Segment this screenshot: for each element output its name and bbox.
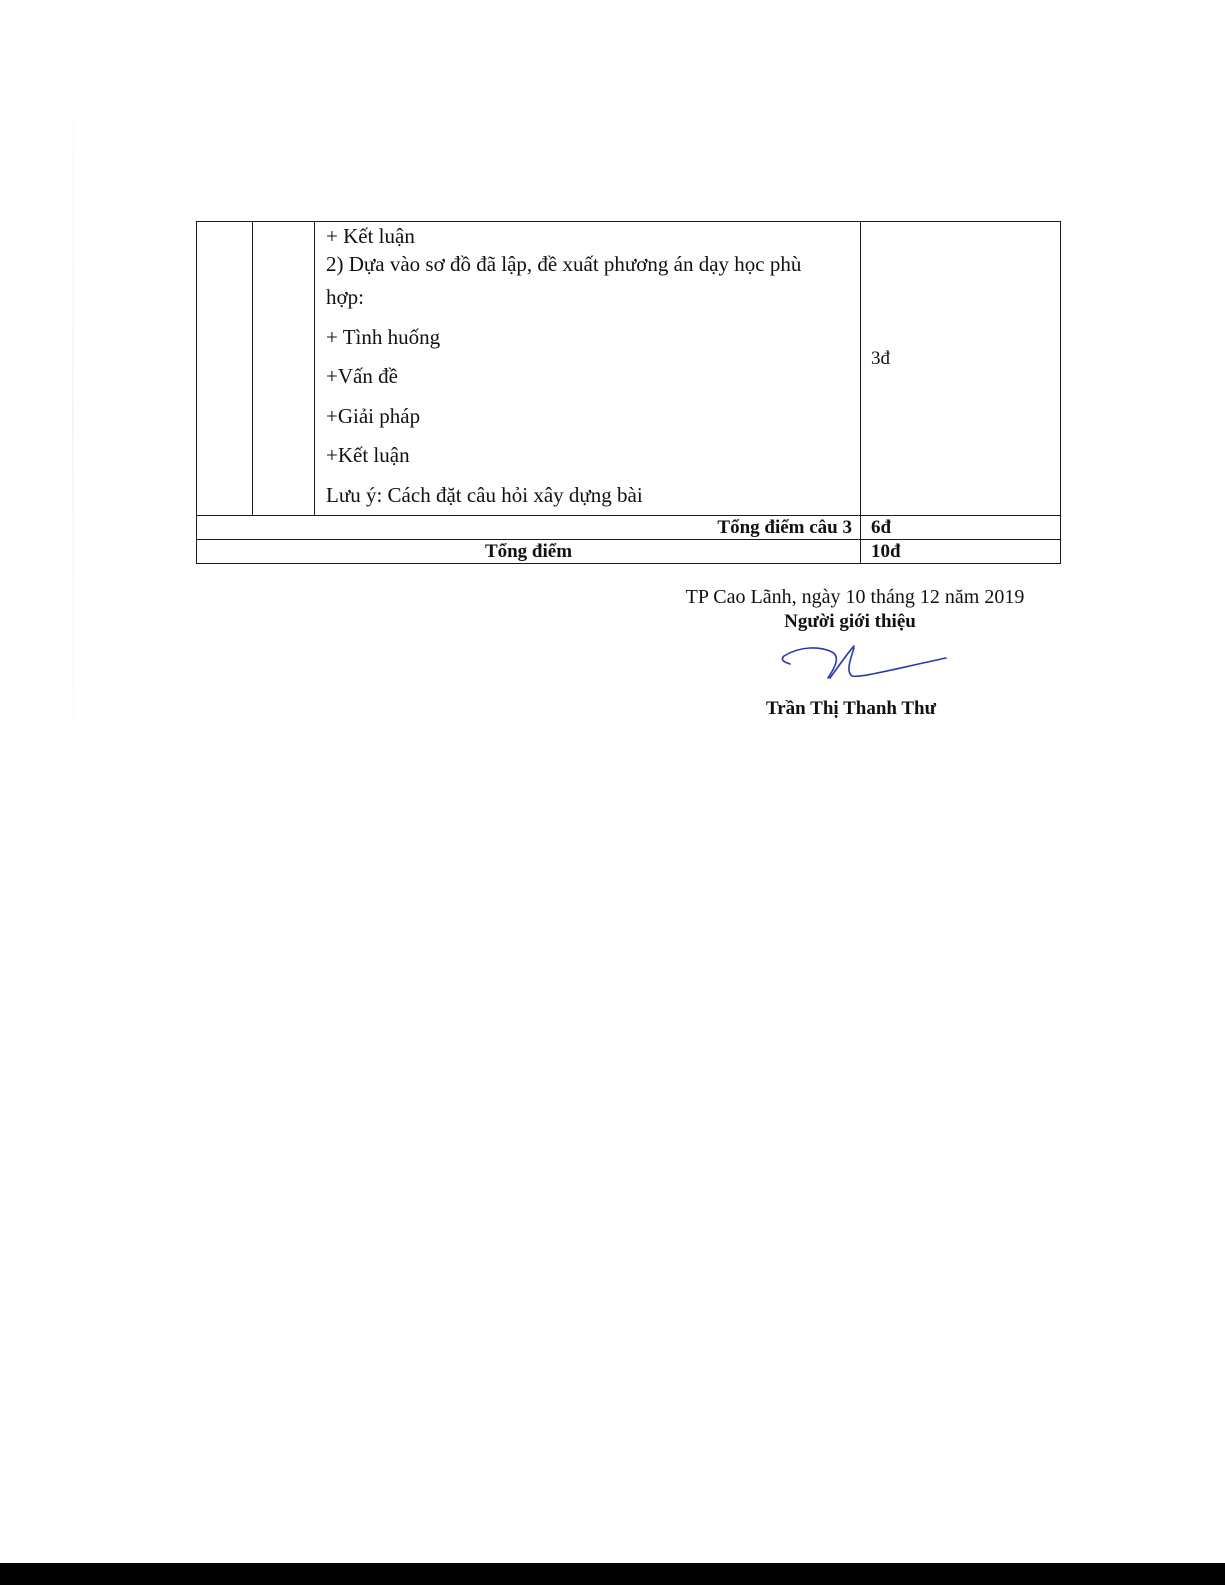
bottom-scan-border — [0, 1563, 1225, 1585]
content-line: hợp: — [326, 285, 364, 309]
content-line: +Giải pháp — [326, 403, 421, 428]
content-cell — [315, 222, 861, 516]
content-line: +Vấn đề — [326, 364, 398, 388]
total-label: Tổng điểm — [197, 540, 861, 564]
signature-stroke — [782, 646, 946, 678]
subtotal-label: Tổng điểm câu 3 — [197, 516, 861, 540]
table-row-total — [197, 540, 1061, 564]
scan-edge-shadow — [72, 60, 74, 780]
table-row-content — [197, 222, 1061, 516]
item-score: 3đ — [861, 222, 1061, 516]
content-line: 2) Dựa vào sơ đồ đã lập, đề xuất phương án dạy học phù — [326, 252, 802, 276]
signature-block — [660, 584, 1030, 720]
signer-name: Trần Thị Thanh Thư — [765, 698, 937, 719]
content-line: +Kết luận — [326, 443, 410, 467]
blank-cell-1 — [197, 222, 253, 516]
place-date: TP Cao Lãnh, ngày 10 tháng 12 năm 2019 — [685, 586, 1025, 608]
total-value: 10đ — [861, 540, 1061, 564]
handwritten-signature — [770, 642, 950, 686]
signer-title: Người giới thiệu — [784, 611, 916, 632]
subtotal-value: 6đ — [861, 516, 1061, 540]
content-line: Lưu ý: Cách đặt câu hỏi xây dựng bài — [326, 482, 643, 507]
table-row-subtotal — [197, 516, 1061, 540]
content-line: + Kết luận — [326, 224, 415, 248]
content-line: + Tình huống — [326, 324, 441, 349]
scoring-table — [196, 221, 1061, 564]
blank-cell-2 — [253, 222, 315, 516]
